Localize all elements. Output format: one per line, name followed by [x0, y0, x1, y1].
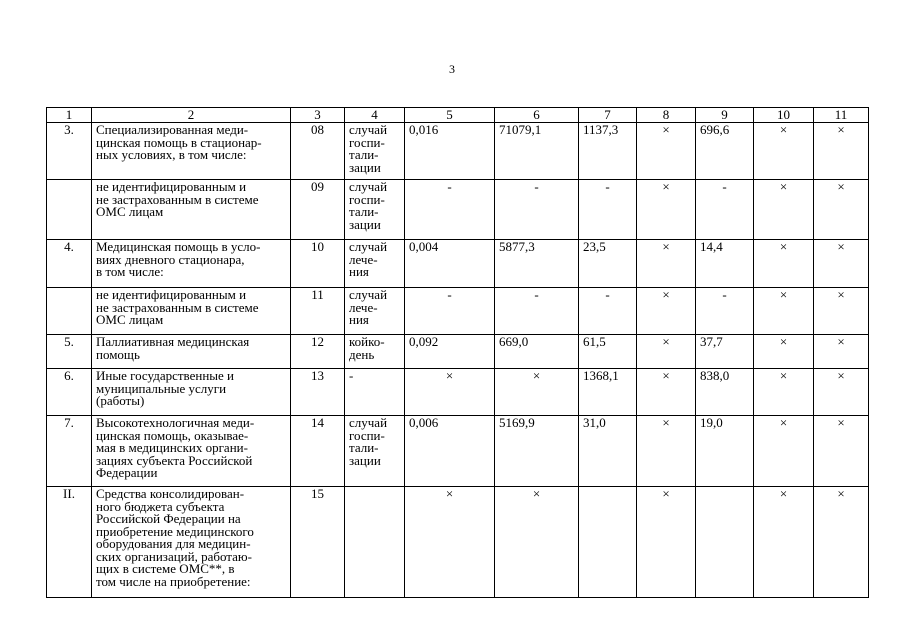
- header-row: [47, 108, 869, 123]
- value-cell: 669,0: [495, 335, 579, 369]
- value-cell: ×: [754, 487, 814, 598]
- value-cell: ×: [814, 487, 869, 598]
- row-description: не идентифицированным и не застрахованным в системе ОМС лицам: [92, 288, 291, 335]
- line-code: 12: [291, 335, 345, 369]
- value-cell: ×: [754, 288, 814, 335]
- row-description: Средства консолидирован- ного бюджета субъекта Российской Федерации на приобретение медицинского оборудования для медицин- ских организаций, работаю- щих в системе ОМС**, в том числе на приобретение:: [92, 487, 291, 598]
- col-header: 1: [47, 108, 92, 123]
- value-cell: ×: [405, 487, 495, 598]
- line-code: 15: [291, 487, 345, 598]
- unit-cell: койко- день: [345, 335, 405, 369]
- value-cell: -: [405, 288, 495, 335]
- value-cell: ×: [495, 487, 579, 598]
- value-cell: 5877,3: [495, 240, 579, 288]
- row-number: II.: [47, 487, 92, 598]
- unit-cell: случай лече- ния: [345, 240, 405, 288]
- value-cell: 0,006: [405, 416, 495, 487]
- table-row: [47, 416, 869, 487]
- row-number: 4.: [47, 240, 92, 288]
- col-header: 9: [696, 108, 754, 123]
- table-row: [47, 240, 869, 288]
- value-cell: ×: [754, 416, 814, 487]
- value-cell: ×: [637, 288, 696, 335]
- table-row: [47, 180, 869, 240]
- value-cell: ×: [754, 335, 814, 369]
- table-row: [47, 288, 869, 335]
- value-cell: 23,5: [579, 240, 637, 288]
- value-cell: -: [579, 180, 637, 240]
- line-code: 08: [291, 123, 345, 180]
- value-cell: 19,0: [696, 416, 754, 487]
- value-cell: ×: [405, 369, 495, 416]
- value-cell: 696,6: [696, 123, 754, 180]
- value-cell: 1368,1: [579, 369, 637, 416]
- value-cell: ×: [637, 487, 696, 598]
- col-header: 6: [495, 108, 579, 123]
- page-number: 3: [449, 62, 455, 76]
- row-description: Иные государственные и муниципальные услуги (работы): [92, 369, 291, 416]
- col-header: 2: [92, 108, 291, 123]
- value-cell: ×: [637, 416, 696, 487]
- value-cell: 5169,9: [495, 416, 579, 487]
- unit-cell: -: [345, 369, 405, 416]
- row-number: [47, 288, 92, 335]
- value-cell: -: [495, 180, 579, 240]
- value-cell: 37,7: [696, 335, 754, 369]
- line-code: 10: [291, 240, 345, 288]
- row-description: Медицинская помощь в усло- виях дневного стационара, в том числе:: [92, 240, 291, 288]
- value-cell: 31,0: [579, 416, 637, 487]
- unit-cell: случай госпи- тали- зации: [345, 123, 405, 180]
- row-number: 5.: [47, 335, 92, 369]
- value-cell: ×: [637, 240, 696, 288]
- value-cell: ×: [754, 240, 814, 288]
- value-cell: ×: [814, 180, 869, 240]
- value-cell: 14,4: [696, 240, 754, 288]
- col-header: 10: [754, 108, 814, 123]
- table-row: [47, 487, 869, 598]
- row-number: 6.: [47, 369, 92, 416]
- value-cell: ×: [814, 335, 869, 369]
- row-description: Высокотехнологичная меди- цинская помощь, оказывае- мая в медицинских органи- зациях субъекта Российской Федерации: [92, 416, 291, 487]
- value-cell: [696, 487, 754, 598]
- value-cell: ×: [754, 180, 814, 240]
- unit-cell: [345, 487, 405, 598]
- value-cell: ×: [637, 180, 696, 240]
- unit-cell: случай госпи- тали- зации: [345, 180, 405, 240]
- value-cell: -: [405, 180, 495, 240]
- value-cell: ×: [814, 123, 869, 180]
- unit-cell: случай госпи- тали- зации: [345, 416, 405, 487]
- line-code: 11: [291, 288, 345, 335]
- col-header: 3: [291, 108, 345, 123]
- line-code: 13: [291, 369, 345, 416]
- value-cell: ×: [495, 369, 579, 416]
- line-code: 09: [291, 180, 345, 240]
- col-header: 11: [814, 108, 869, 123]
- col-header: 7: [579, 108, 637, 123]
- row-description: Специализированная меди- цинская помощь в стационар- ных условиях, в том числе:: [92, 123, 291, 180]
- value-cell: ×: [754, 123, 814, 180]
- value-cell: ×: [637, 335, 696, 369]
- table-row: [47, 123, 869, 180]
- row-description: Паллиативная медицинская помощь: [92, 335, 291, 369]
- value-cell: ×: [814, 416, 869, 487]
- value-cell: 0,004: [405, 240, 495, 288]
- value-cell: 838,0: [696, 369, 754, 416]
- value-cell: -: [495, 288, 579, 335]
- value-cell: 1137,3: [579, 123, 637, 180]
- value-cell: 61,5: [579, 335, 637, 369]
- value-cell: ×: [814, 240, 869, 288]
- value-cell: ×: [814, 369, 869, 416]
- unit-cell: случай лече- ния: [345, 288, 405, 335]
- table-row: [47, 335, 869, 369]
- value-cell: -: [696, 288, 754, 335]
- row-number: [47, 180, 92, 240]
- row-description: не идентифицированным и не застрахованным в системе ОМС лицам: [92, 180, 291, 240]
- line-code: 14: [291, 416, 345, 487]
- table-row: [47, 369, 869, 416]
- value-cell: ×: [637, 123, 696, 180]
- value-cell: ×: [637, 369, 696, 416]
- value-cell: ×: [754, 369, 814, 416]
- value-cell: [579, 487, 637, 598]
- row-number: 7.: [47, 416, 92, 487]
- value-cell: -: [579, 288, 637, 335]
- value-cell: 0,092: [405, 335, 495, 369]
- col-header: 5: [405, 108, 495, 123]
- row-number: 3.: [47, 123, 92, 180]
- data-table: [46, 107, 869, 598]
- value-cell: -: [696, 180, 754, 240]
- value-cell: 71079,1: [495, 123, 579, 180]
- value-cell: ×: [814, 288, 869, 335]
- col-header: 8: [637, 108, 696, 123]
- value-cell: 0,016: [405, 123, 495, 180]
- col-header: 4: [345, 108, 405, 123]
